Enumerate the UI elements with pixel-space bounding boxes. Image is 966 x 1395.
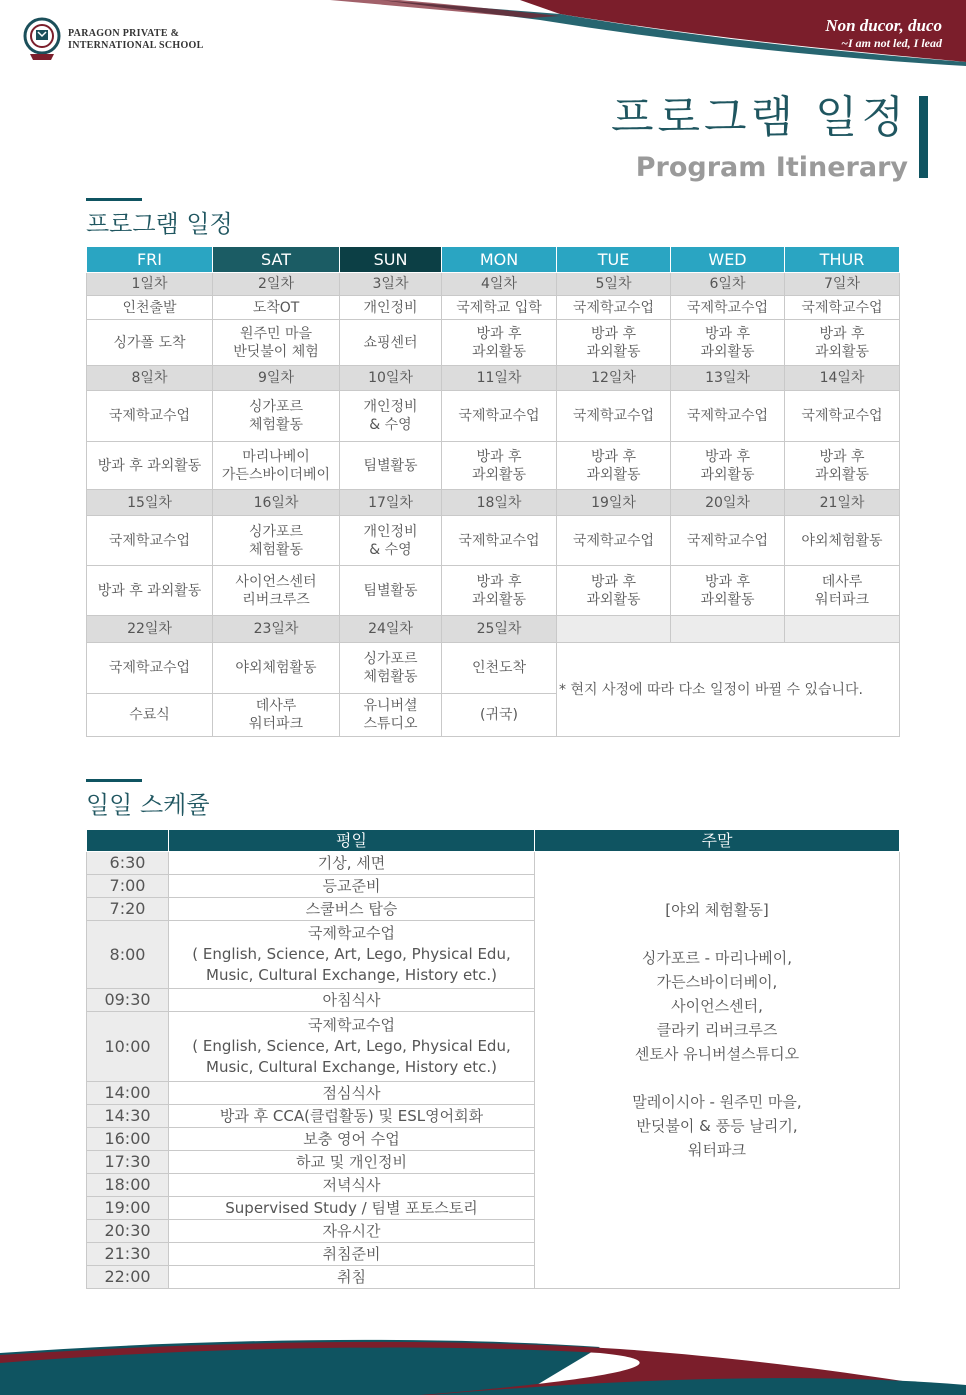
activity-cell: 국제학교수업	[87, 643, 213, 694]
section-divider	[86, 198, 142, 201]
activity-cell: 사이언스센터 리버크루즈	[213, 566, 340, 616]
activity-cell: 국제학교수업	[87, 516, 213, 566]
schedule-activity: 스쿨버스 탑승	[169, 898, 535, 921]
activity-cell: 싱가포르 체험활동	[213, 391, 340, 442]
weekend-singapore-list: 싱가포르 - 마리나베이, 가든스바이더베이, 사이언스센터, 클라키 리버크루즈 센토사 유니버셜스튜디오	[634, 949, 800, 1063]
schedule-activity: 아침식사	[169, 989, 535, 1012]
motto-english: ~I am not led, I lead	[841, 36, 942, 50]
day-number-row	[87, 490, 900, 516]
section-divider	[86, 779, 142, 782]
day-number-cell: 18일차	[442, 490, 557, 516]
activity-cell: 개인정비	[340, 296, 442, 320]
day-number-cell: 22일차	[87, 616, 213, 643]
day-number-cell: 9일차	[213, 366, 340, 391]
itinerary-header-row	[87, 247, 900, 273]
schedule-time: 10:00	[87, 1012, 169, 1082]
day-number-cell: 15일차	[87, 490, 213, 516]
weekday-header-tue: TUE	[557, 247, 671, 273]
schedule-activity: 자유시간	[169, 1220, 535, 1243]
schedule-activity: Supervised Study / 팀별 포토스토리	[169, 1197, 535, 1220]
footer-band	[0, 1333, 966, 1395]
time-header-cell	[87, 830, 169, 852]
activity-cell: 팀별활동	[340, 442, 442, 490]
day-number-cell: 4일차	[442, 273, 557, 296]
activity-row	[87, 442, 900, 490]
activity-cell: 국제학교수업	[785, 296, 900, 320]
activity-cell: 국제학교수업	[671, 516, 785, 566]
day-number-row	[87, 366, 900, 391]
day-number-cell: 1일차	[87, 273, 213, 296]
weekend-malaysia-list: 말레이시아 - 원주민 마을, 반딧불이 & 풍등 날리기, 워터파크	[632, 1093, 802, 1159]
activity-cell: 방과 후 과외활동	[785, 320, 900, 366]
school-name-line2: INTERNATIONAL SCHOOL	[68, 40, 204, 51]
schedule-activity: 국제학교수업 ( English, Science, Art, Lego, Physical Edu, Music, Cultural Exchange, History etc.)	[169, 1012, 535, 1082]
weekend-title: [야외 체험활동]	[665, 901, 769, 919]
spacer	[536, 922, 898, 946]
activity-cell: 야외체험활동	[785, 516, 900, 566]
day-number-cell: 19일차	[557, 490, 671, 516]
activity-cell: 싱가포르 체험활동	[213, 516, 340, 566]
schedule-time: 21:30	[87, 1243, 169, 1266]
weekday-header-fri: FRI	[87, 247, 213, 273]
school-name	[68, 28, 204, 52]
weekday-header-wed: WED	[671, 247, 785, 273]
activity-cell: 국제학교수업	[557, 391, 671, 442]
activity-row	[87, 296, 900, 320]
empty-cell	[671, 616, 785, 643]
weekday-header-sun: SUN	[340, 247, 442, 273]
activity-cell: 쇼핑센터	[340, 320, 442, 366]
activity-cell: 팀별활동	[340, 566, 442, 616]
weekday-header-mon: MON	[442, 247, 557, 273]
motto	[825, 16, 942, 50]
activity-row	[87, 391, 900, 442]
activity-cell: 도착OT	[213, 296, 340, 320]
weekday-header-sat: SAT	[213, 247, 340, 273]
day-number-cell: 17일차	[340, 490, 442, 516]
activity-cell: 방과 후 과외활동	[442, 566, 557, 616]
activity-cell: 야외체험활동	[213, 643, 340, 694]
activity-cell: 방과 후 과외활동	[442, 320, 557, 366]
spacer	[536, 1066, 898, 1090]
spacer	[536, 1162, 898, 1242]
day-number-cell: 12일차	[557, 366, 671, 391]
day-number-cell: 11일차	[442, 366, 557, 391]
activity-cell: 방과 후 과외활동	[785, 442, 900, 490]
activity-row	[87, 643, 900, 694]
activity-cell: 방과 후 과외활동	[557, 566, 671, 616]
day-number-cell: 5일차	[557, 273, 671, 296]
activity-cell: 인천도착	[442, 643, 557, 694]
activity-cell: 마리나베이 가든스바이더베이	[213, 442, 340, 490]
motto-latin: Non ducor, duco	[825, 16, 942, 35]
schedule-activity: 방과 후 CCA(클럽활동) 및 ESL영어회화	[169, 1105, 535, 1128]
activity-cell: 국제학교수업	[671, 296, 785, 320]
day-number-cell: 23일차	[213, 616, 340, 643]
day-number-cell: 14일차	[785, 366, 900, 391]
schedule-time: 7:00	[87, 875, 169, 898]
daily-heading: 일일 스케쥴	[86, 791, 210, 819]
page-title-english: Program Itinerary	[635, 152, 908, 183]
itinerary-table	[86, 246, 900, 737]
schedule-time: 14:00	[87, 1082, 169, 1105]
day-number-cell: 25일차	[442, 616, 557, 643]
activity-cell: 방과 후 과외활동	[87, 442, 213, 490]
activity-row	[87, 320, 900, 366]
page-title	[611, 92, 908, 186]
activity-row	[87, 566, 900, 616]
activity-cell: 데사루 워터파크	[213, 694, 340, 737]
activity-cell: (귀국)	[442, 694, 557, 737]
activity-cell: 국제학교 입학	[442, 296, 557, 320]
weekday-header-thur: THUR	[785, 247, 900, 273]
schedule-activity: 국제학교수업 ( English, Science, Art, Lego, Physical Edu, Music, Cultural Exchange, History etc.)	[169, 921, 535, 989]
schedule-time: 16:00	[87, 1128, 169, 1151]
activity-cell: 원주민 마을 반딧불이 체험	[213, 320, 340, 366]
activity-cell: 수료식	[87, 694, 213, 737]
schedule-time: 8:00	[87, 921, 169, 989]
day-number-cell: 3일차	[340, 273, 442, 296]
activity-cell: 국제학교수업	[671, 391, 785, 442]
activity-cell: 방과 후 과외활동	[557, 320, 671, 366]
empty-cell	[785, 616, 900, 643]
day-number-row	[87, 616, 900, 643]
day-number-cell: 21일차	[785, 490, 900, 516]
activity-row	[87, 516, 900, 566]
day-number-cell: 10일차	[340, 366, 442, 391]
day-number-cell: 2일차	[213, 273, 340, 296]
schedule-change-note: * 현지 사정에 따라 다소 일정이 바뀔 수 있습니다.	[557, 643, 900, 737]
schedule-activity: 취침준비	[169, 1243, 535, 1266]
schedule-row	[87, 852, 900, 875]
schedule-activity: 저녁식사	[169, 1174, 535, 1197]
schedule-time: 14:30	[87, 1105, 169, 1128]
schedule-time: 7:20	[87, 898, 169, 921]
schedule-activity: 보충 영어 수업	[169, 1128, 535, 1151]
activity-cell: 싱가폴 도착	[87, 320, 213, 366]
itinerary-heading: 프로그램 일정	[86, 210, 233, 238]
activity-cell: 국제학교수업	[442, 391, 557, 442]
daily-schedule-table	[86, 829, 900, 1289]
activity-cell: 국제학교수업	[557, 296, 671, 320]
activity-cell: 방과 후 과외활동	[442, 442, 557, 490]
day-number-cell: 24일차	[340, 616, 442, 643]
activity-cell: 방과 후 과외활동	[671, 442, 785, 490]
day-number-row	[87, 273, 900, 296]
schedule-time: 22:00	[87, 1266, 169, 1289]
activity-cell: 데사루 워터파크	[785, 566, 900, 616]
activity-cell: 유니버셜 스튜디오	[340, 694, 442, 737]
activity-cell: 인천출발	[87, 296, 213, 320]
schedule-time: 17:30	[87, 1151, 169, 1174]
day-number-cell: 16일차	[213, 490, 340, 516]
schedule-time: 18:00	[87, 1174, 169, 1197]
schedule-time: 09:30	[87, 989, 169, 1012]
activity-cell: 싱가포르 체험활동	[340, 643, 442, 694]
activity-cell: 개인정비 & 수영	[340, 391, 442, 442]
day-number-cell: 20일차	[671, 490, 785, 516]
schedule-time: 6:30	[87, 852, 169, 875]
day-number-cell: 13일차	[671, 366, 785, 391]
weekend-column-header: 주말	[535, 830, 900, 852]
schedule-activity: 점심식사	[169, 1082, 535, 1105]
school-name-line1: PARAGON PRIVATE &	[68, 28, 180, 39]
schedule-activity: 하교 및 개인정비	[169, 1151, 535, 1174]
day-number-cell: 7일차	[785, 273, 900, 296]
activity-cell: 방과 후 과외활동	[671, 320, 785, 366]
schedule-time: 20:30	[87, 1220, 169, 1243]
activity-cell: 국제학교수업	[785, 391, 900, 442]
schedule-activity: 등교준비	[169, 875, 535, 898]
day-number-cell: 8일차	[87, 366, 213, 391]
empty-cell	[557, 616, 671, 643]
weekend-activities	[535, 852, 900, 1289]
activity-cell: 국제학교수업	[442, 516, 557, 566]
activity-cell: 국제학교수업	[87, 391, 213, 442]
schedule-time: 19:00	[87, 1197, 169, 1220]
activity-cell: 방과 후 과외활동	[671, 566, 785, 616]
school-crest-icon	[22, 14, 62, 62]
schedule-activity: 기상, 세면	[169, 852, 535, 875]
activity-cell: 방과 후 과외활동	[87, 566, 213, 616]
activity-cell: 개인정비 & 수영	[340, 516, 442, 566]
daily-header-row	[87, 830, 900, 852]
activity-cell: 국제학교수업	[557, 516, 671, 566]
activity-cell: 방과 후 과외활동	[557, 442, 671, 490]
day-number-cell: 6일차	[671, 273, 785, 296]
title-accent-bar	[919, 96, 928, 178]
page-title-korean: 프로그램 일정	[610, 92, 908, 143]
weekday-column-header: 평일	[169, 830, 535, 852]
schedule-activity: 취침	[169, 1266, 535, 1289]
